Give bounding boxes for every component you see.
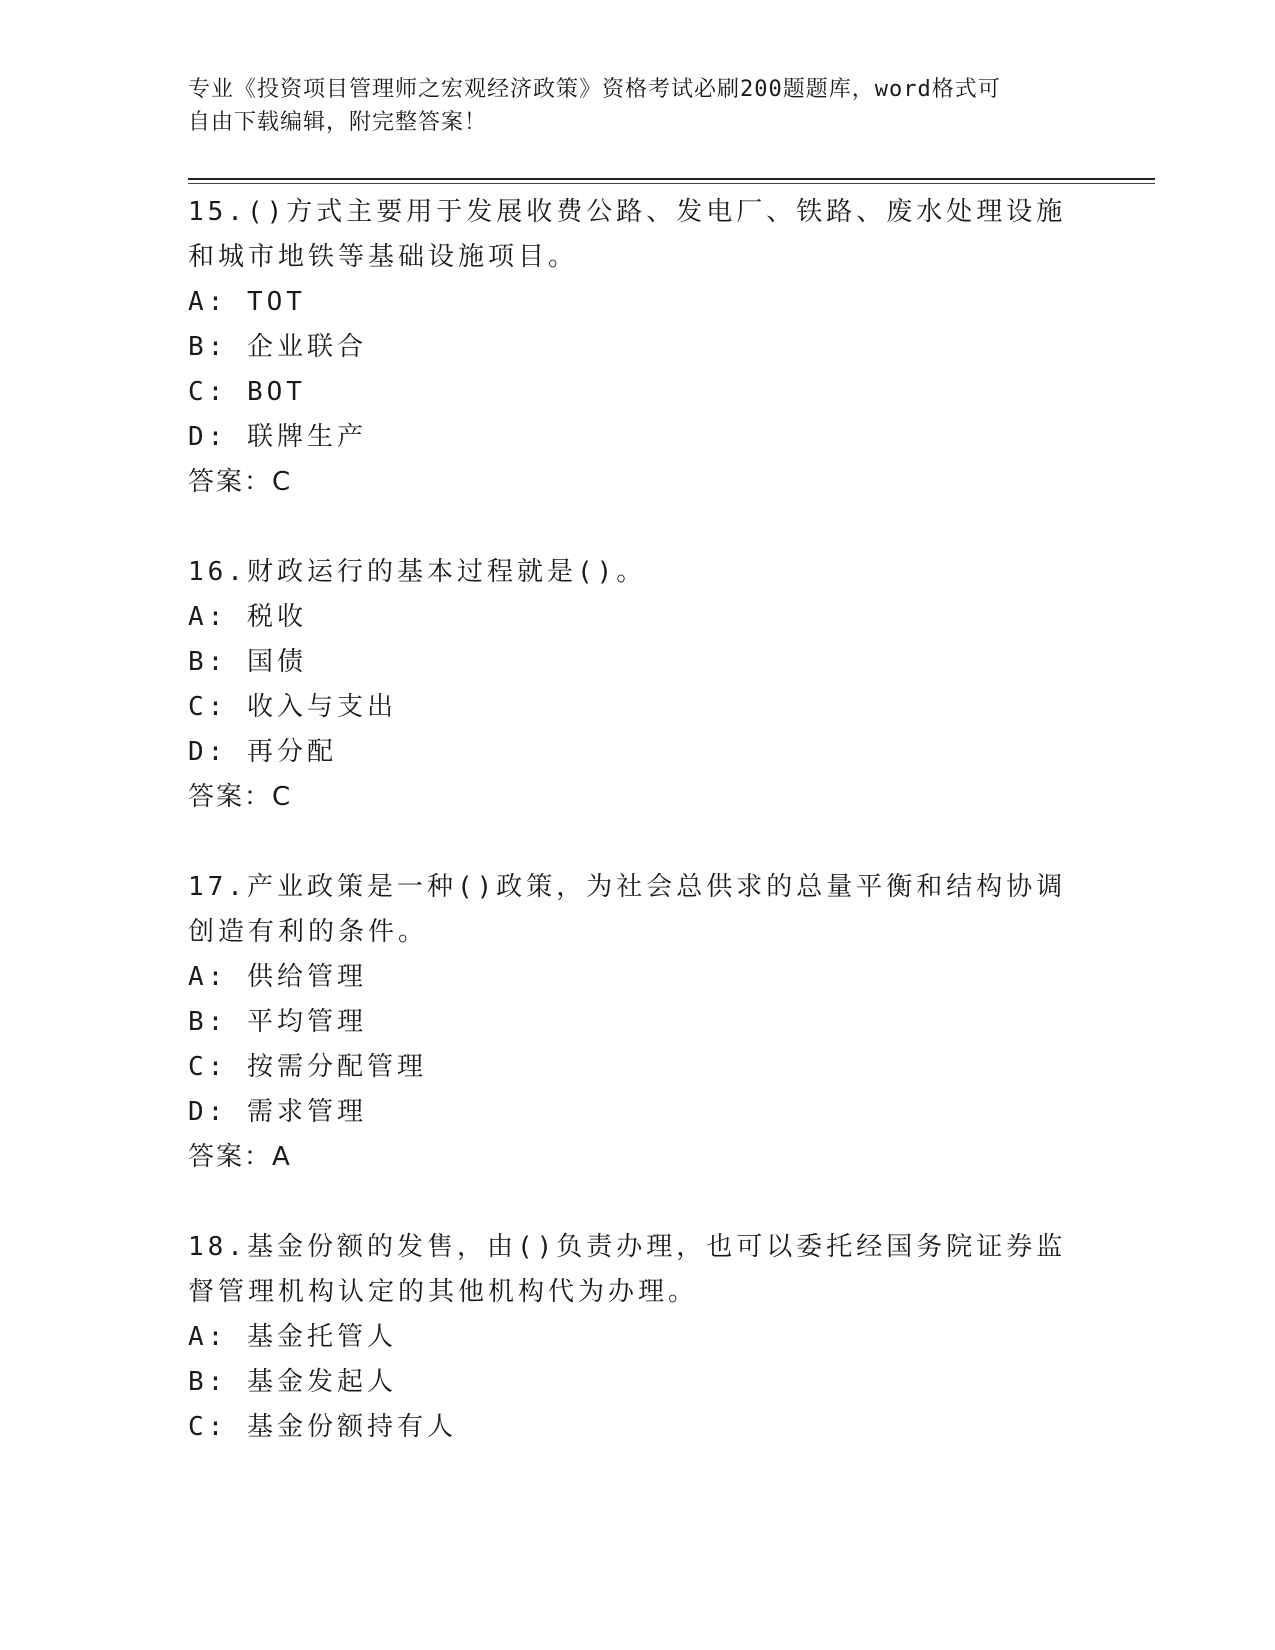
- option-d: D: 联牌生产: [188, 422, 367, 452]
- option-d: D: 需求管理: [188, 1097, 367, 1127]
- option-d: D: 再分配: [188, 737, 337, 767]
- question-16: [188, 550, 1088, 820]
- question-18: [188, 1225, 1088, 1450]
- option-a: A: 供给管理: [188, 962, 367, 992]
- option-c: C: BOT: [188, 377, 306, 407]
- option-b: B: 企业联合: [188, 332, 367, 362]
- header-divider-thick: [188, 178, 1155, 180]
- answer-line: 答案：C: [188, 467, 293, 497]
- option-c: C: 收入与支出: [188, 692, 397, 722]
- header-line-2: 自由下载编辑，附完整答案！: [188, 110, 488, 135]
- option-a: A: 税收: [188, 602, 307, 632]
- option-c: C: 按需分配管理: [188, 1052, 427, 1082]
- option-b: B: 平均管理: [188, 1007, 367, 1037]
- header-divider-thin: [188, 183, 1155, 184]
- answer-line: 答案：C: [188, 782, 293, 812]
- header-line-1: 专业《投资项目管理师之宏观经济政策》资格考试必刷200题题库，word格式可: [188, 77, 1001, 102]
- document-header: [188, 73, 1068, 139]
- question-17: [188, 865, 1088, 1180]
- answer-line: 答案：A: [188, 1142, 292, 1172]
- question-list: [188, 190, 1088, 1495]
- question-15: [188, 190, 1088, 505]
- option-c: C: 基金份额持有人: [188, 1412, 457, 1442]
- question-stem: 15.()方式主要用于发展收费公路、发电厂、铁路、废水处理设施和城市地铁等基础设施项目。: [188, 197, 1067, 272]
- option-a: A: 基金托管人: [188, 1322, 397, 1352]
- option-b: B: 基金发起人: [188, 1367, 397, 1397]
- question-stem: 17.产业政策是一种()政策，为社会总供求的总量平衡和结构协调创造有利的条件。: [188, 872, 1067, 947]
- question-stem: 18.基金份额的发售，由()负责办理，也可以委托经国务院证券监督管理机构认定的其他机构代为办理。: [188, 1232, 1067, 1307]
- option-b: B: 国债: [188, 647, 307, 677]
- option-a: A: TOT: [188, 287, 306, 317]
- question-stem: 16.财政运行的基本过程就是()。: [188, 557, 647, 587]
